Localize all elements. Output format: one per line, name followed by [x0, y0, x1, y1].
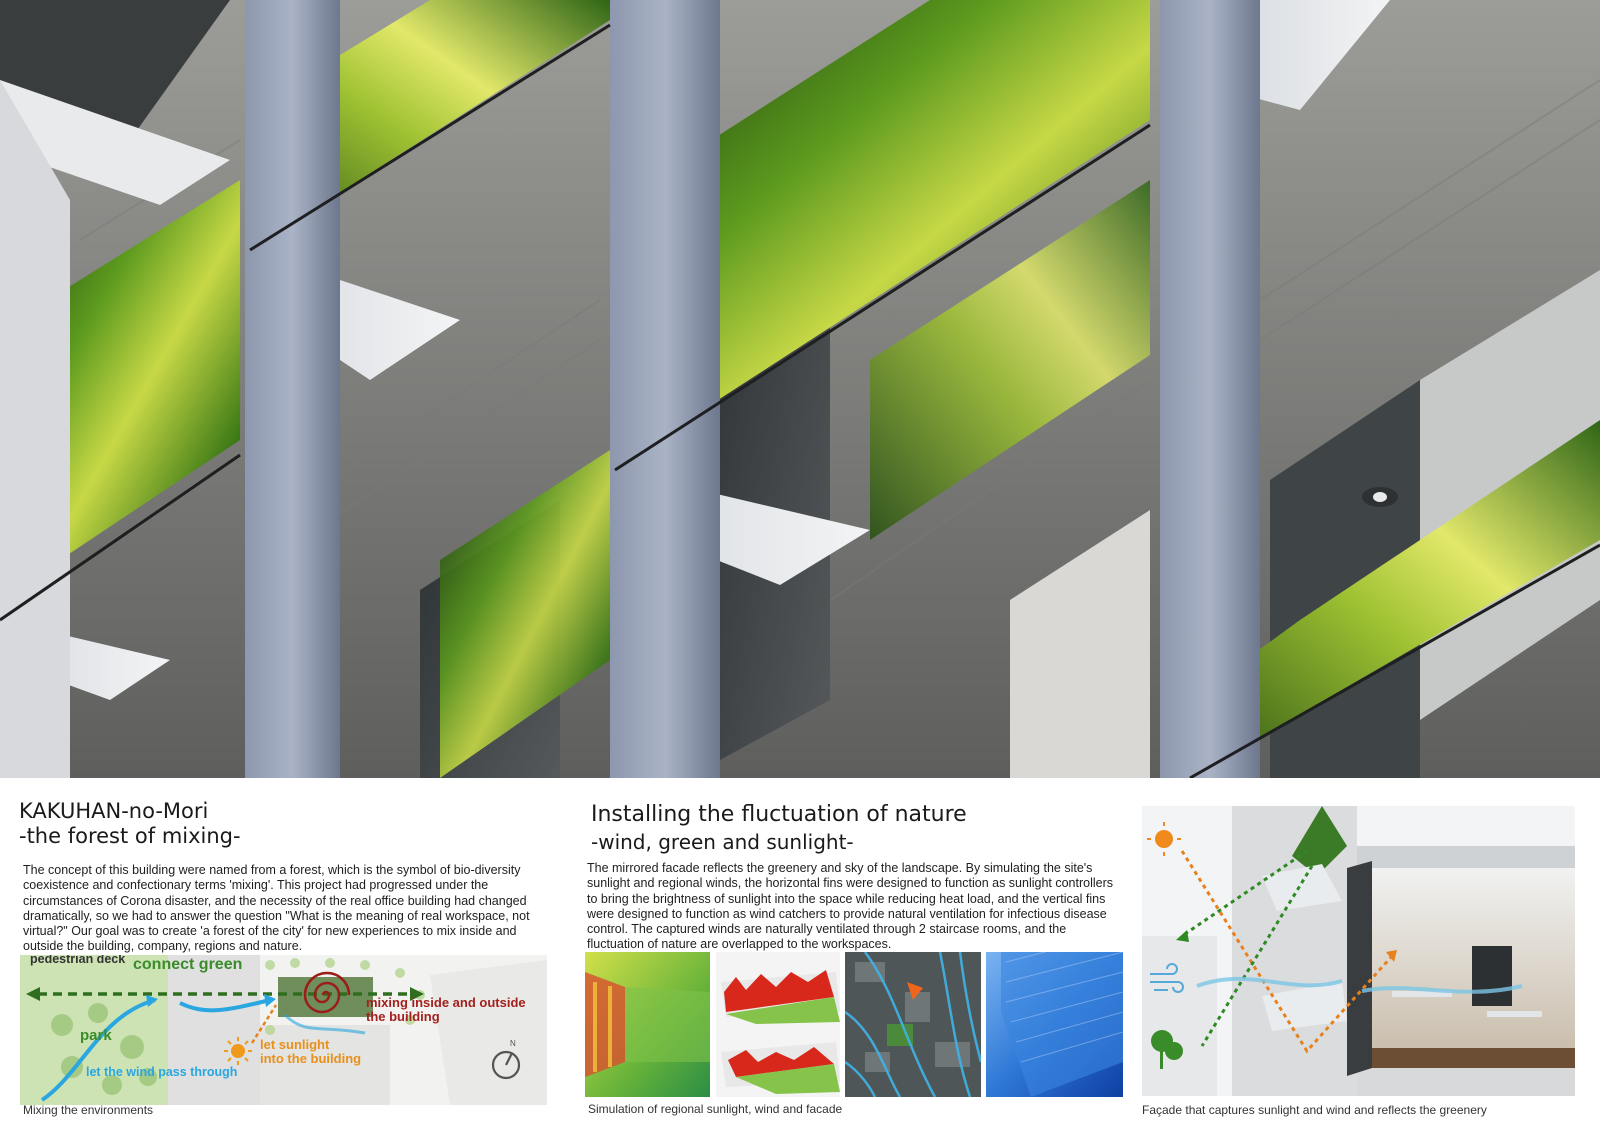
connect-green-label: connect green: [133, 956, 243, 973]
simulation-caption: Simulation of regional sunlight, wind and facade: [588, 1102, 843, 1116]
facade-section-caption: Façade that captures sunlight and wind and reflects the greenery: [1142, 1103, 1487, 1117]
project-title: KAKUHAN-no-Mori: [19, 799, 209, 823]
sunlight-label-line1: let sunlight: [260, 1037, 330, 1052]
sunlight-label-line2: into the building: [260, 1051, 362, 1066]
section-title: Installing the fluctuation of nature: [591, 802, 967, 827]
facade-paragraph: The mirrored facade reflects the greenery and sky of the landscape. By simulating the site's sunlight and regional winds, the horizontal fins were designed to function as sunlight controllers to bring the brightness of sunlight into the space while reducing heat load, and the vertical fins were designed to function as wind catchers to provide natural ventilation for infectious disease control. The captured winds are naturally ventilated through 2 staircase rooms, and the fluctuation of nature are overlapped to the workspaces.: [587, 861, 1114, 952]
sim-regional-wind-image: [845, 952, 981, 1097]
sim-facade-render-image: [986, 952, 1123, 1097]
sim-heat-map-image: [716, 952, 840, 1097]
mixing-caption: Mixing the environments: [23, 1103, 154, 1117]
compass-n-label: N: [510, 1039, 516, 1048]
pedestrian-deck-label: pedestrian deck: [30, 955, 126, 966]
park-label: park: [80, 1027, 112, 1044]
concept-paragraph: The concept of this building were named from a forest, which is the symbol of bio-diversity coexistence and confectionary terms 'mixing'. This project had progressed under the circumstances of Corona disaster, and the necessity of the real office building had changed dramatically, so we had to answer the question "What is the meaning of real workspace, not virtual?" Our goal was to create 'a forest of the city' for new experiences to mix inside and outside the building, company, regions and nature.: [23, 863, 530, 954]
facade-section-illustration: [1142, 806, 1575, 1096]
wind-label: let the wind pass through: [86, 1065, 238, 1079]
site-mixing-diagram: [20, 955, 547, 1105]
mixing-label-line1: mixing inside and outside: [366, 995, 526, 1010]
project-subtitle: -the forest of mixing-: [19, 824, 241, 848]
svg-text:pedestrian deck: [30, 955, 125, 966]
section-subtitle: -wind, green and sunlight-: [591, 830, 854, 854]
mixing-label-line2: the building: [366, 1009, 440, 1024]
sim-sunlight-interior-image: [585, 952, 710, 1097]
